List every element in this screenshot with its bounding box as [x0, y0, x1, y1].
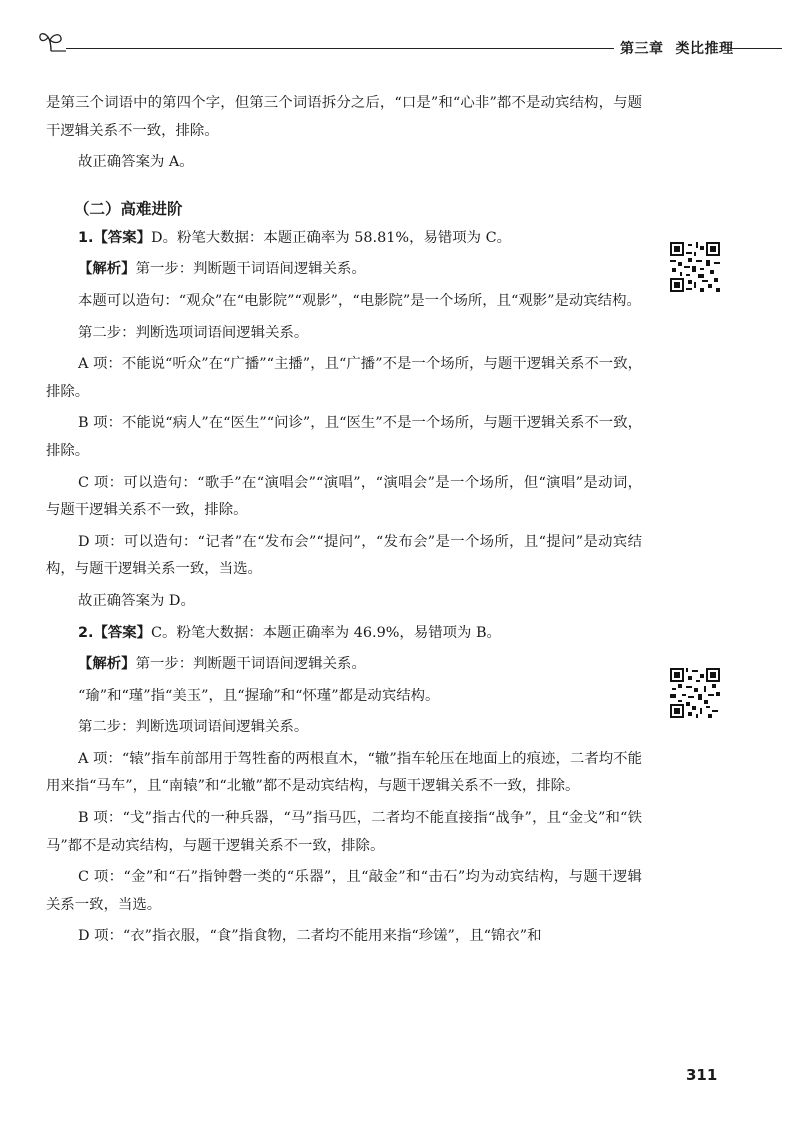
sprout-icon: [38, 30, 66, 52]
qr-code-icon[interactable]: [670, 668, 720, 718]
answer-label: 1.【答案】: [78, 229, 152, 246]
answer-label: 2.【答案】: [78, 624, 152, 641]
analysis-step: 第一步：判断题干词语间逻辑关系。: [135, 261, 366, 278]
answer-text: C。粉笔大数据：本题正确率为 46.9%，易错项为 B。: [151, 624, 501, 641]
option-a: A 项：“辕”指车前部用于驾牲畜的两根直木，“辙”指车轮压在地面上的痕迹，二者均不能用来指“马车”，且“南辕”和“北辙”都不是动宾结构，与题干逻辑关系不一致，排除。: [46, 750, 642, 795]
conclusion: 故正确答案为 D。: [78, 592, 195, 609]
conclusion: 故正确答案为 A。: [78, 154, 194, 171]
option-d: D 项：“衣”指衣服，“食”指食物，二者均不能用来指“珍馐”，且“锦衣”和: [78, 928, 542, 945]
page-number: 311: [686, 1066, 718, 1084]
paragraph: 第二步：判断选项词语间逻辑关系。: [78, 324, 309, 341]
section-heading: （二）高难进阶: [74, 199, 183, 218]
paragraph: 本题可以造句：“观众”在“电影院”“观影”，“电影院”是一个场所，且“观影”是动宾结构。: [78, 292, 641, 309]
chapter-label: 第三章: [620, 41, 664, 57]
page-body: [46, 90, 642, 955]
option-b: B 项：不能说“病人”在“医生”“问诊”，且“医生”不是一个场所，与题干逻辑关系不一致，排除。: [46, 415, 642, 459]
paragraph: [46, 90, 642, 145]
text-line: 宾结构，与题干逻辑关系不一致，排除。: [46, 95, 642, 139]
text-line: 是第三个词语中的第四个字，但第三个词语拆分之后，“口是”和“心非”都不是动: [46, 95, 556, 111]
analysis-step: 第一步：判断题干词语间逻辑关系。: [135, 656, 366, 673]
option-a: A 项：不能说“听众”在“广播”“主播”，且“广播”不是一个场所，与题干逻辑关系不一致，排除。: [46, 356, 642, 400]
analysis-label: 【解析】: [78, 656, 136, 673]
answer-line: [46, 225, 642, 253]
option-c: C 项：“金”和“石”指钟磬一类的“乐器”，且“敲金”和“击石”均为动宾结构，与题干逻辑关系一致，当选。: [46, 869, 642, 913]
option-c: C 项：可以造句：“歌手”在“演唱会”“演唱”，“演唱会”是一个场所，但“演唱”是动词，与题干逻辑关系不一致，排除。: [46, 474, 642, 519]
qr-code-icon[interactable]: [670, 242, 720, 292]
header-rule-right: [730, 48, 782, 49]
option-b: B 项：“戈”指古代的一种兵器，“马”指马匹，二者均不能直接指“战争”，且“金戈”和“铁马”都不是动宾结构，与题干逻辑关系不一致，排除。: [46, 810, 642, 854]
paragraph: “瑜”和“瑾”指“美玉”，且“握瑜”和“怀瑾”都是动宾结构。: [78, 687, 440, 704]
paragraph: 第二步：判断选项词语间逻辑关系。: [78, 719, 309, 736]
chapter-title: [620, 38, 734, 58]
analysis-line: [46, 256, 642, 284]
page-header: [38, 28, 778, 68]
answer-line: [46, 620, 642, 648]
analysis-line: [46, 651, 642, 679]
analysis-label: 【解析】: [78, 261, 136, 278]
header-rule: [66, 48, 614, 49]
answer-text: D。粉笔大数据：本题正确率为 58.81%，易错项为 C。: [151, 229, 512, 246]
option-d: D 项：可以造句：“记者”在“发布会”“提问”，“发布会”是一个场所，且“提问”是动宾结构，与题干逻辑关系一致，当选。: [46, 533, 642, 578]
section-label: 类比推理: [675, 41, 734, 57]
